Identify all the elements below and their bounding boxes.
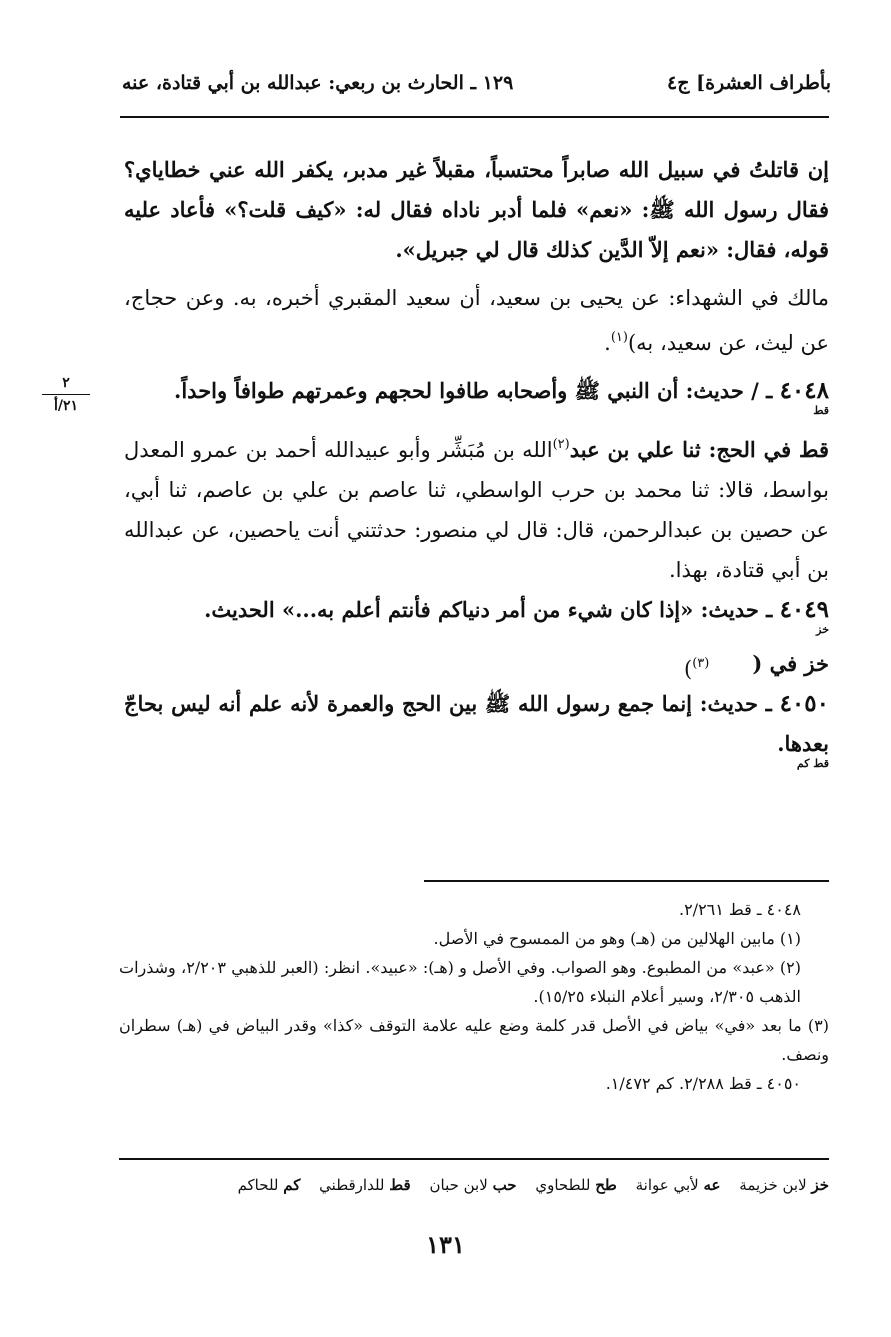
source-text-daraqutni: الله بن مُبَشِّر وأبو عبيدالله أحمد بن عمرو المعدل بواسط، قالا: ثنا محمد بن حرب الواسطي، ثنا عاصم بن علي بن عاصم، ثنا أبي، عن حصين بن عبدالرحمن، قال: قال لي منصور: حدثتني أنت ياحصين، عن عبدالله بن أبي قتادة، بهذا. [124, 438, 829, 582]
source-text-malik: مالك في الشهداء: عن يحيى بن سعيد، أن سعيد المقبري أخبره، به. وعن حجاج، عن ليث، عن سعيد، به) [124, 286, 829, 355]
margin-note-bottom: ٢١/أ [53, 398, 79, 414]
running-header-chapter: ١٢٩ ـ الحارث بن ربعي: عبدالله بن أبي قتادة، عنه [122, 72, 514, 94]
footnote-1: (١) مابين الهلالين من (هـ) وهو من الممسوح في الأصل. [433, 929, 801, 948]
header-rule [120, 116, 829, 118]
legend-item: عه لأبي عوانة [635, 1176, 721, 1194]
lacuna-end [684, 644, 709, 689]
legend-item: حب لابن حبان [429, 1176, 517, 1194]
legend-rule [119, 1158, 829, 1160]
lacuna-line [124, 644, 829, 684]
hadith-number-4048: ٤٠٤٨ [779, 377, 829, 404]
footnotes [119, 895, 829, 1098]
main-text [124, 150, 829, 770]
hadith-text-4048: ـ / حديث: أن النبي ﷺ وأصحابه طافوا لحجهم وعمرتهم طوافاً واحداً. [174, 378, 780, 403]
hadith-number-4049: ٤٠٤٩ [779, 596, 829, 623]
lacuna-start: خز في ( [752, 651, 829, 676]
source-paragraph-malik [124, 278, 829, 363]
abbreviation-legend [119, 1176, 829, 1194]
footnote-ref-2: (٢) [552, 437, 570, 452]
hadith-number-4050: ٤٠٥٠ [779, 690, 829, 717]
hadith-siglum-4050: قط كم [796, 757, 829, 770]
hadith-4048 [124, 371, 829, 417]
margin-note-top: ٢ [62, 375, 70, 391]
source-text-malik-end: . [604, 331, 611, 355]
footnote-3: (٣) ما بعد «في» بياض في الأصل قدر كلمة وضع عليه علامة التوقف «كذا» وقدر البياض في (هـ) سطران ونصف. [119, 1016, 829, 1064]
legend-item: قط للدارقطني [319, 1176, 411, 1194]
legend-item: خز لابن خزيمة [739, 1176, 829, 1194]
legend-item: طح للطحاوي [535, 1176, 617, 1194]
hadith-continuation: إن قاتلتُ في سبيل الله صابراً محتسباً، مقبلاً غير مدبر، يكفر الله عني خطاياي؟ فقال رسول الله ﷺ: «نعم» فلما أدبر ناداه فقال له: «كيف قلت؟» فأعاد عليه قوله، فقال: «نعم إلاّ الدَّين كذلك قال لي جبريل». [124, 157, 829, 262]
legend-item: كم للحاكم [237, 1176, 301, 1194]
hadith-4049 [124, 590, 829, 636]
footnote-2: (٢) «عبد» من المطبوع. وهو الصواب. وفي الأصل و (هـ): «عبيد». انظر: (العبر للذهبي ٢/٢٠٣، وشذرات الذهب ٢/٣٠٥، وسير أعلام النبلاء ١٥/٢٥). [119, 958, 802, 1006]
source-text-daraqutni-start: قط في الحج: ثنا علي بن عبد [569, 437, 829, 462]
hadith-text-4050: ـ حديث: إنما جمع رسول الله ﷺ بين الحج والعمرة لأنه علم أنه ليس بحاجّ بعدها. [124, 691, 829, 756]
lacuna-close-paren: ) [684, 657, 693, 681]
hadith-siglum-4048: قط [813, 404, 829, 417]
margin-folio-note [38, 375, 94, 414]
page-number: ١٣١ [426, 1230, 465, 1259]
footnote-source-4048: ٤٠٤٨ ـ قط ٢/٢٦١. [678, 900, 801, 919]
hadith-4050 [124, 684, 829, 770]
source-paragraph-daraqutni [124, 425, 829, 590]
hadith-text-4049: ـ حديث: «إذا كان شيء من أمر دنياكم فأنتم أعلم به...» الحديث. [204, 597, 780, 622]
footnote-ref-1: (١) [610, 330, 628, 345]
footnote-source-4050: ٤٠٥٠ ـ قط ٢/٢٨٨. كم ١/٤٧٢. [605, 1074, 801, 1093]
footnote-rule [424, 880, 829, 882]
hadith-siglum-4049: خز [816, 623, 829, 636]
running-header-volume: بأطراف العشرة] ج٤ [667, 72, 831, 94]
footnote-ref-3: (٣) [692, 656, 710, 671]
margin-note-divider [42, 394, 90, 395]
